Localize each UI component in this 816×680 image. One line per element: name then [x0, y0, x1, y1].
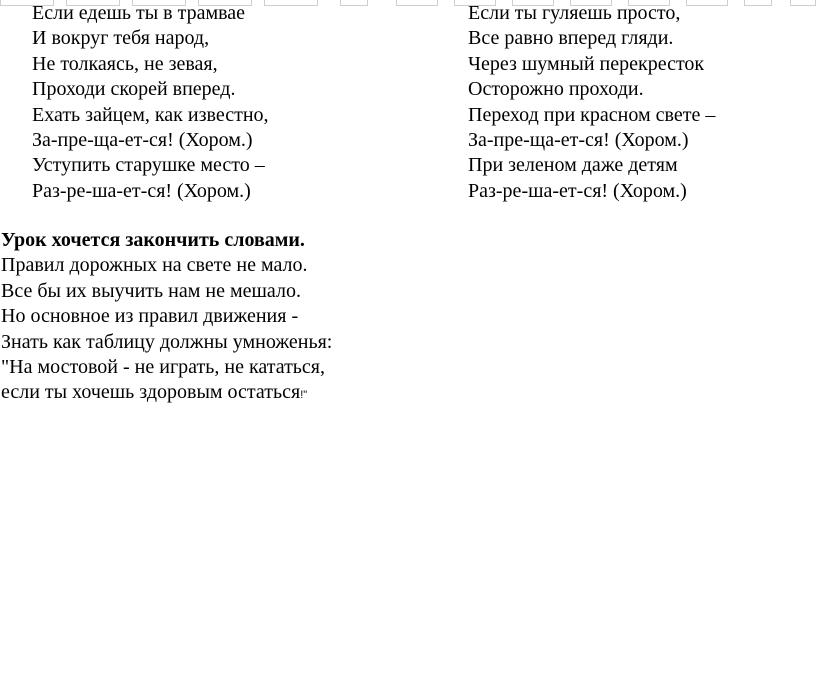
poem-line: Раз-ре-ша-ет-ся! (Хором.): [468, 179, 687, 202]
poem-line: Уступить старушке место –: [32, 154, 265, 177]
closing-verse: [1, 228, 332, 406]
poem-line: За-пре-ща-ет-ся! (Хором.): [468, 128, 689, 151]
verse-line: Но основное из правил движения -: [1, 305, 299, 328]
verse-line: "На мостовой - не играть, не кататься,: [1, 355, 326, 378]
poem-line: И вокруг тебя народ,: [32, 27, 210, 50]
poem-line: Не толкаясь, не зевая,: [32, 52, 218, 75]
verse-line: Правил дорожных на свете не мало.: [1, 254, 308, 277]
closing-heading: Урок хочется закончить словами.: [1, 229, 305, 251]
poem-line: При зеленом даже детям: [468, 154, 678, 177]
verse-line: Знать как таблицу должны умноженья:: [1, 330, 333, 353]
poem-line: Проходи скорей вперед.: [32, 78, 236, 101]
poem-line: Ехать зайцем, как известно,: [32, 103, 269, 126]
poem-line: Переход при красном свете –: [468, 103, 716, 126]
poem-left-column: [32, 1, 269, 204]
poem-right-column: [468, 1, 715, 204]
poem-line: Все равно вперед гляди.: [468, 27, 674, 50]
poem-line: Через шумный перекресток: [468, 52, 705, 75]
verse-line-last: [1, 380, 332, 405]
verse-last-punctuation: !": [300, 389, 308, 402]
poem-line: Если ты гуляешь просто,: [468, 2, 681, 24]
verse-line: Все бы их выучить нам не мешало.: [1, 279, 301, 302]
poem-line: Раз-ре-ша-ет-ся! (Хором.): [32, 179, 251, 202]
poem-line: За-пре-ща-ет-ся! (Хором.): [32, 128, 253, 151]
poem-line: Осторожно проходи.: [468, 78, 644, 101]
poem-line: Если едешь ты в трамвае: [32, 2, 246, 24]
verse-last-text: если ты хочешь здоровым остаться: [1, 381, 301, 404]
